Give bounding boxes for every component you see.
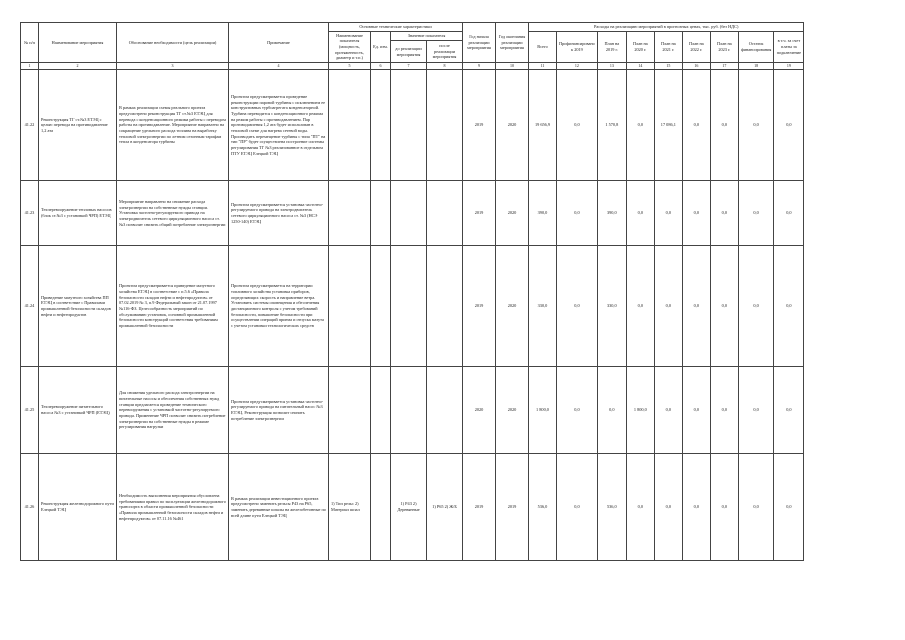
table-row — [21, 367, 804, 454]
cost-plan-2023: 0,0 — [710, 454, 738, 561]
column-number: 14 — [626, 63, 654, 70]
header-tech-unit: Ед. изм. — [371, 31, 391, 62]
tech-name — [329, 367, 371, 454]
column-number: 15 — [654, 63, 682, 70]
cost-remaining: 0,0 — [738, 181, 774, 246]
header-tech: Основные технические характеристики — [329, 23, 463, 32]
tech-unit — [371, 70, 391, 181]
column-number: 19 — [774, 63, 804, 70]
year-end: 2020 — [496, 246, 529, 367]
cost-plan-2019: 330,0 — [597, 246, 626, 367]
tech-before — [391, 181, 427, 246]
row-number: 41.25 — [21, 367, 39, 454]
column-number: 13 — [597, 63, 626, 70]
header-prefinanced: Профинансировано к 2019 — [557, 31, 598, 62]
column-number: 6 — [371, 63, 391, 70]
tech-before: 1) Р43 2) Деревянные — [391, 454, 427, 561]
measure-note: Проектом предусматривается проведение реконструкции паровой турбины с исключением ее конструктивных турбоагрегата конденсаторной. Турбина переводится с конденсационного режима на режим работы с противодавлением. Пар противодавления 1,2 ата будет использован в тепловой схеме для нагрева сетевой воды. Производить перемещение турбины с типа "ПТ" на тип "ПР" будет осуществлена построение системы регулирования ТГ №3 реализованное в отдельном ПТУ ЕТЭЦ Елецкой ТЭЦ — [229, 70, 329, 181]
cost-prefinanced: 0,0 — [557, 367, 598, 454]
header-tech-value: Значение показателя — [391, 31, 463, 40]
cost-plan-2021: 0,0 — [654, 246, 682, 367]
cost-prefinanced: 0,0 — [557, 181, 598, 246]
header-year-end: Год окончания реализации мероприятия — [496, 23, 529, 63]
tech-before — [391, 367, 427, 454]
cost-remaining: 0,0 — [738, 246, 774, 367]
cost-prefinanced: 0,0 — [557, 246, 598, 367]
tech-unit — [371, 181, 391, 246]
cost-total: 19 656,9 — [529, 70, 557, 181]
row-number: 41.26 — [21, 454, 39, 561]
cost-plan-2022: 0,0 — [682, 367, 710, 454]
measure-note: Проектом предусматривается на территории топливного хозяйства установка приборов, определяющих скорость и направление ветра. Установить системы оповещения и обеспечения дистанционного контроля с учетом требований безопасности, повышение безопасности при осуществлении операций приема и отпуска мазута с учетом установки технологических средств — [229, 246, 329, 367]
measure-note: Проектом предусматривается установка частотно-регулируемого привода на электродвигатель сетевого циркуляционного насоса ст. №3 (НСЭ 1250-140) ЕТЭЦ — [229, 181, 329, 246]
tech-before — [391, 70, 427, 181]
year-start: 2019 — [463, 70, 496, 181]
cost-plan-2021: 0,0 — [654, 181, 682, 246]
cost-plan-2020: 0,0 — [626, 454, 654, 561]
header-note: Примечание — [229, 23, 329, 63]
cost-plan-2021: 17 086,1 — [654, 70, 682, 181]
tech-after — [427, 367, 463, 454]
year-end: 2020 — [496, 367, 529, 454]
cost-prefinanced: 0,0 — [557, 70, 598, 181]
table-row — [21, 70, 804, 181]
column-number: 5 — [329, 63, 371, 70]
header-plan-2023: План на 2023 г. — [710, 31, 738, 62]
cost-total: 390,0 — [529, 181, 557, 246]
cost-plan-2019: 390,0 — [597, 181, 626, 246]
row-number: 41.24 — [21, 246, 39, 367]
cost-plan-2023: 0,0 — [710, 70, 738, 181]
column-number: 17 — [710, 63, 738, 70]
investment-program-sheet — [20, 22, 804, 561]
measure-justification: Мероприятие направлено на снижение расхода электроэнергии на собственные нужды станции. Установка частотно-регулируемого привода на электродвигатель сетевого циркуляционного насоса ст. №3 позволит снизить общий потребление электроэнергии — [117, 181, 229, 246]
column-number: 16 — [682, 63, 710, 70]
cost-plan-2020: 0,0 — [626, 181, 654, 246]
cost-plan-2022: 0,0 — [682, 181, 710, 246]
row-number: 41.23 — [21, 181, 39, 246]
cost-total: 1 800,0 — [529, 367, 557, 454]
year-start: 2019 — [463, 246, 496, 367]
measure-name: Техперевооружение питательного насоса №3 с установкой ЧРП (ЕТЭЦ) — [39, 367, 117, 454]
measure-justification: Проектом предусматривается приведение мазутного хозяйства ЕТЭЦ в соответствие с п.5.6 «Правила безопасности складов нефти и нефтепродуктов» от 07.02.2019 № 3, п.9 Федеральный закон от 21.07.1997 №116-ФЗ. Целесообразность мероприятий по обслуживанию установок, основной промышленной безопасности конструкций соответствия требованиям промышленной безопасности — [117, 246, 229, 367]
measure-name: Реконструкция железнодорожного пути Елецкой ТЭЦ — [39, 454, 117, 561]
tech-after: 1) Р65 2) Ж/Б — [427, 454, 463, 561]
tech-name — [329, 246, 371, 367]
column-number: 1 — [21, 63, 39, 70]
cost-remaining: 0,0 — [738, 367, 774, 454]
header-tech-before: до реализации мероприятия — [391, 41, 427, 63]
tech-after — [427, 70, 463, 181]
measure-justification: Для снижения удельного расхода электроэнергии на питательные насосы и обеспечения собственных нужд станции предлагается проведение технического перевооружения с установкой частотно-регулируемого привода. Применение ЧРП позволит снизить потребление электроэнергии на собственные нужды в режиме регулирования нагрузки — [117, 367, 229, 454]
column-number: 9 — [463, 63, 496, 70]
header-incl-connection-fee: в т.ч. за счет платы за подключение — [774, 31, 804, 62]
header-costs: Расходы на реализацию мероприятий в прогнозных ценах, тыс. руб. (без НДС) — [529, 23, 804, 32]
column-number: 10 — [496, 63, 529, 70]
tech-unit — [371, 454, 391, 561]
cost-plan-2022: 0,0 — [682, 70, 710, 181]
header-justification: Обоснование необходимости (цель реализации) — [117, 23, 229, 63]
header-plan-2019: План на 2019 г. — [597, 31, 626, 62]
cost-total: 330,0 — [529, 246, 557, 367]
cost-plan-2021: 0,0 — [654, 367, 682, 454]
header-plan-2020: План на 2020 г. — [626, 31, 654, 62]
cost-plan-2019: 536,0 — [597, 454, 626, 561]
cost-incl-connection-fee: 0,0 — [774, 246, 804, 367]
cost-incl-connection-fee: 0,0 — [774, 367, 804, 454]
header-tech-after: после реализации мероприятия — [427, 41, 463, 63]
measure-name: Техперевооружение тепловых насосов (блок ст.№3 с установкой ЧРП) ЕТЭЦ — [39, 181, 117, 246]
cost-remaining: 0,0 — [738, 70, 774, 181]
cost-plan-2020: 1 800,0 — [626, 367, 654, 454]
measure-note: Проектом предусматривается установка частотно-регулируемого привода на питательный насос №3 ЕТЭЦ. Реконструкция позволит снизить потребление электроэнергии — [229, 367, 329, 454]
header-no: № п/п — [21, 23, 39, 63]
cost-plan-2023: 0,0 — [710, 246, 738, 367]
column-number: 18 — [738, 63, 774, 70]
column-number: 2 — [39, 63, 117, 70]
tech-name — [329, 181, 371, 246]
cost-plan-2019: 1 570,8 — [597, 70, 626, 181]
cost-incl-connection-fee: 0,0 — [774, 181, 804, 246]
cost-prefinanced: 0,0 — [557, 454, 598, 561]
column-number-row — [21, 63, 804, 70]
cost-plan-2020: 0,0 — [626, 70, 654, 181]
column-number: 8 — [427, 63, 463, 70]
cost-total: 536,0 — [529, 454, 557, 561]
table-row — [21, 454, 804, 561]
cost-plan-2023: 0,0 — [710, 181, 738, 246]
measure-justification: В рамках реализации схемы реальнoго проекта предусмотрено реконструкция ТГ ст.№3 ЕТЭЦ для перевода с конденсационного режима работы с переводом работы на противодавление. Мероприятие направлено на сокращение удельного расхода топлива на выработку тепловой электроэнергии по летним сезонным тарифам тепла в конденсатора турбины — [117, 70, 229, 181]
cost-incl-connection-fee: 0,0 — [774, 454, 804, 561]
year-start: 2020 — [463, 367, 496, 454]
table-row — [21, 246, 804, 367]
tech-unit — [371, 246, 391, 367]
column-number: 4 — [229, 63, 329, 70]
cost-plan-2021: 0,0 — [654, 454, 682, 561]
column-number: 7 — [391, 63, 427, 70]
header-tech-name: Наименование показателя (мощность, протяженность, диаметр и т.п.) — [329, 31, 371, 62]
measures-table — [20, 22, 804, 561]
tech-unit — [371, 367, 391, 454]
year-start: 2019 — [463, 454, 496, 561]
measure-note: В рамках реализации инвестиционного проекта предусмотрено заменить рельсы Р43 на Р65, заменить деревянные шпалы на железобетонные по всей длине пути Елецкой ТЭЦ — [229, 454, 329, 561]
tech-name — [329, 70, 371, 181]
year-end: 2020 — [496, 181, 529, 246]
header-name: Наименование мероприятия — [39, 23, 117, 63]
header-total: Всего — [529, 31, 557, 62]
cost-plan-2022: 0,0 — [682, 454, 710, 561]
tech-before — [391, 246, 427, 367]
year-end: 2019 — [496, 454, 529, 561]
cost-plan-2022: 0,0 — [682, 246, 710, 367]
cost-plan-2020: 0,0 — [626, 246, 654, 367]
cost-incl-connection-fee: 0,0 — [774, 70, 804, 181]
measure-name: Реконструкция ТГ ст.№3 ЕТЭЦ с целью перевода на противодавление 1,2 ата — [39, 70, 117, 181]
header-remaining: Остаток финансирования — [738, 31, 774, 62]
cost-remaining: 0,0 — [738, 454, 774, 561]
measure-justification: Необходимость выполнения мероприятия обусловлена требованиями правил по эксплуатации железнодорожного транспорта в области промышленной безопасности «Правила промышленной безопасности складов нефти и нефтепродуктов» от 07.11.16 №461 — [117, 454, 229, 561]
measure-name: Приведение мазутного хозяйства ПП ЕТЭЦ в соответствие с Правилами промышленной безопасности складов нефти и нефтепродуктов — [39, 246, 117, 367]
tech-after — [427, 246, 463, 367]
header-plan-2021: План на 2021 г. — [654, 31, 682, 62]
year-end: 2020 — [496, 70, 529, 181]
cost-plan-2019: 0,0 — [597, 367, 626, 454]
header-plan-2022: План на 2022 г. — [682, 31, 710, 62]
column-number: 11 — [529, 63, 557, 70]
tech-name: 1) Тип рельс 2) Материал шпал — [329, 454, 371, 561]
table-row — [21, 181, 804, 246]
header-year-start: Год начала реализации мероприятия — [463, 23, 496, 63]
row-number: 41.22 — [21, 70, 39, 181]
column-number: 12 — [557, 63, 598, 70]
cost-plan-2023: 0,0 — [710, 367, 738, 454]
tech-after — [427, 181, 463, 246]
column-number: 3 — [117, 63, 229, 70]
year-start: 2019 — [463, 181, 496, 246]
